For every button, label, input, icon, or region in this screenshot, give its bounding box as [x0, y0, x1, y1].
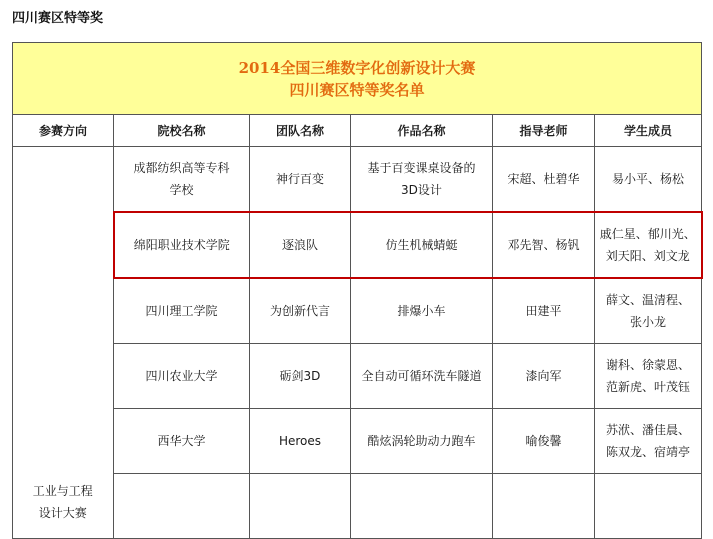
- table-row-selected: [13, 212, 702, 278]
- work-cell: 全自动可循环洗车隧道: [351, 344, 493, 409]
- student-line: 张小龙: [629, 315, 666, 329]
- work-line: 基于百变课桌设备的: [367, 161, 476, 175]
- team-cell: 神行百变: [250, 147, 351, 213]
- school-cell: 四川农业大学: [114, 344, 250, 409]
- table-row: [13, 147, 702, 213]
- page-heading: 四川赛区特等奖: [12, 11, 104, 26]
- work-line: 3D设计: [401, 183, 442, 197]
- banner-title: 2014全国三维数字化创新设计大赛: [238, 58, 476, 77]
- table-header-row: [13, 115, 702, 147]
- category-cell: [13, 147, 114, 539]
- work-cell: 酷炫涡轮助动力跑车: [351, 409, 493, 474]
- team-cell: 逐浪队: [250, 212, 351, 278]
- team-cell: 砺剑3D: [250, 344, 351, 409]
- category-line: 工业与工程: [32, 484, 93, 498]
- school-cell: 西华大学: [114, 409, 250, 474]
- students-cell: [595, 278, 702, 344]
- header-team: 团队名称: [250, 115, 351, 147]
- header-school: 院校名称: [114, 115, 250, 147]
- banner-cell: [13, 43, 702, 115]
- table-row: [13, 344, 702, 409]
- school-cell: 四川理工学院: [114, 278, 250, 344]
- work-cell: [351, 147, 493, 213]
- school-line: 成都纺织高等专科: [133, 161, 230, 175]
- school-cell: [114, 147, 250, 213]
- team-cell: [250, 474, 351, 539]
- students-cell: [595, 344, 702, 409]
- students-cell: [595, 474, 702, 539]
- work-cell: [351, 474, 493, 539]
- teacher-cell: [493, 474, 595, 539]
- header-students: 学生成员: [595, 115, 702, 147]
- student-line: 谢科、徐蒙恩、: [605, 358, 690, 372]
- student-line: 薛文、温清程、: [605, 293, 690, 307]
- student-line: 刘天阳、刘文龙: [605, 249, 690, 263]
- banner-subtitle: 四川赛区特等奖名单: [289, 80, 425, 99]
- header-category: 参赛方向: [13, 115, 114, 147]
- student-line: 范新虎、叶茂钰: [605, 380, 690, 394]
- school-line: 学校: [169, 183, 194, 197]
- school-cell: [114, 474, 250, 539]
- work-cell: 仿生机械蜻蜓: [351, 212, 493, 278]
- teacher-cell: 喻俊馨: [493, 409, 595, 474]
- awards-table: [12, 42, 703, 539]
- table-row: [13, 474, 702, 539]
- category-line: 设计大赛: [38, 506, 87, 520]
- students-cell: [595, 212, 702, 278]
- teacher-cell: 邓先智、杨钒: [493, 212, 595, 278]
- work-cell: 排爆小车: [351, 278, 493, 344]
- header-teacher: 指导老师: [493, 115, 595, 147]
- student-line: 戚仁星、郁川光、: [599, 227, 696, 241]
- student-line: 陈双龙、宿靖亭: [605, 445, 690, 459]
- students-cell: [595, 409, 702, 474]
- table-banner: [13, 43, 702, 115]
- table-row: [13, 278, 702, 344]
- table-row: [13, 409, 702, 474]
- header-work: 作品名称: [351, 115, 493, 147]
- team-cell: Heroes: [250, 409, 351, 474]
- student-line: 苏洑、潘佳晨、: [605, 423, 690, 437]
- students-cell: 易小平、杨松: [595, 147, 702, 213]
- team-cell: 为创新代言: [250, 278, 351, 344]
- teacher-cell: 田建平: [493, 278, 595, 344]
- teacher-cell: 漆向军: [493, 344, 595, 409]
- teacher-cell: 宋超、杜碧华: [493, 147, 595, 213]
- school-cell: 绵阳职业技术学院: [114, 212, 250, 278]
